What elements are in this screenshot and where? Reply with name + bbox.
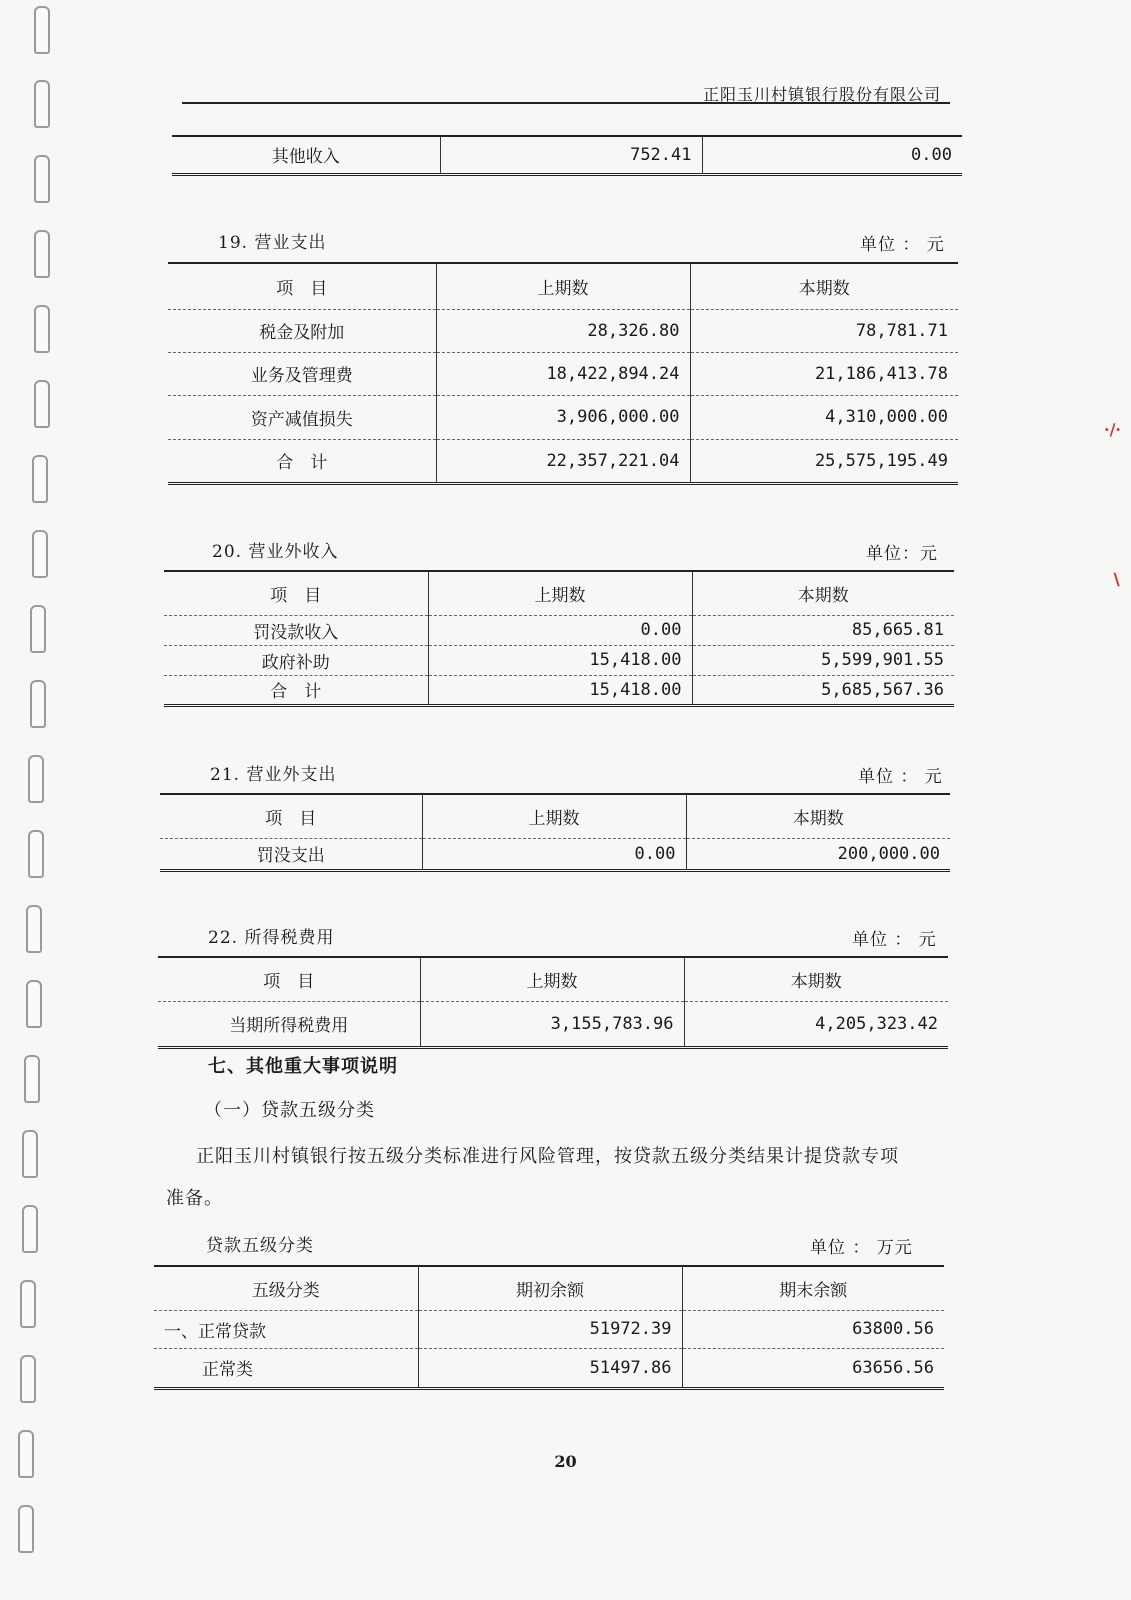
company-header: 正阳玉川村镇银行股份有限公司 <box>702 85 941 104</box>
binding-ring <box>32 530 48 578</box>
loan-table-title: 贷款五级分类 <box>206 1236 314 1256</box>
column-header-prev: 上期数 <box>436 263 690 309</box>
table-row <box>168 352 958 395</box>
column-header-item: 项 目 <box>164 571 428 615</box>
row-item: 资产减值损失 <box>168 395 436 439</box>
row-item: 税金及附加 <box>168 309 436 352</box>
row-curr: 4,205,323.42 <box>684 1001 948 1047</box>
section-7-subtitle: （一）贷款五级分类 <box>204 1100 375 1121</box>
binding-ring <box>22 1205 38 1253</box>
paragraph-line: 正阳玉川村镇银行按五级分类标准进行风险管理，按贷款五级分类结果计提贷款专项 <box>196 1146 899 1167</box>
binding-ring <box>34 305 50 353</box>
row-prev: 15,418.00 <box>428 675 692 705</box>
seal-stamp-fragment: ·∕· <box>1104 420 1121 439</box>
seal-stamp-fragment: ∖ <box>1110 570 1121 589</box>
non-operating-expense-table <box>160 793 950 872</box>
section-22-title: 22. 所得税费用 <box>208 928 335 948</box>
section-7-title: 七、其他重大事项说明 <box>208 1056 398 1077</box>
binding-ring <box>32 455 48 503</box>
table-header-row <box>164 571 954 615</box>
table-row <box>168 395 958 439</box>
loan-table-unit: 单位 ： 万元 <box>810 1238 913 1258</box>
row-prev: 3,155,783.96 <box>420 1001 684 1047</box>
row-item: 正常类 <box>154 1348 418 1388</box>
binding-ring <box>34 6 50 54</box>
row-item: 业务及管理费 <box>168 352 436 395</box>
header-rule <box>182 102 950 104</box>
row-curr: 25,575,195.49 <box>690 439 958 483</box>
page-number: 20 <box>554 1452 577 1471</box>
operating-expense-table <box>168 262 958 485</box>
row-prev: 51972.39 <box>418 1310 682 1348</box>
table-header-row <box>168 263 958 309</box>
loan-classification-table <box>154 1265 944 1390</box>
row-item: 一、正常贷款 <box>154 1310 418 1348</box>
binding-edge <box>0 0 50 1600</box>
table-row <box>154 1348 944 1388</box>
section-22-unit: 单位 ： 元 <box>852 930 937 950</box>
row-item: 合 计 <box>168 439 436 483</box>
income-tax-table <box>158 956 948 1049</box>
column-header-item: 五级分类 <box>154 1266 418 1310</box>
table-total-row <box>168 439 958 483</box>
binding-ring <box>18 1505 34 1553</box>
row-item: 合 计 <box>164 675 428 705</box>
row-item: 罚没款收入 <box>164 615 428 645</box>
row-item: 罚没支出 <box>160 838 422 870</box>
column-header-prev: 上期数 <box>428 571 692 615</box>
column-header-prev: 上期数 <box>422 794 686 838</box>
table-row <box>164 615 954 645</box>
column-header-curr: 本期数 <box>686 794 950 838</box>
table-header-row <box>158 957 948 1001</box>
column-header-prev: 期初余额 <box>418 1266 682 1310</box>
row-curr: 5,599,901.55 <box>692 645 954 675</box>
row-curr: 4,310,000.00 <box>690 395 958 439</box>
binding-ring <box>24 1055 40 1103</box>
row-prev: 18,422,894.24 <box>436 352 690 395</box>
binding-ring <box>30 605 46 653</box>
row-prev: 3,906,000.00 <box>436 395 690 439</box>
binding-ring <box>34 80 50 128</box>
row-item: 当期所得税费用 <box>158 1001 420 1047</box>
section-21-unit: 单位 ： 元 <box>858 767 943 787</box>
binding-ring <box>30 680 46 728</box>
paragraph-line: 准备。 <box>166 1188 223 1209</box>
binding-ring <box>22 1130 38 1178</box>
row-curr: 85,665.81 <box>692 615 954 645</box>
binding-ring <box>28 755 44 803</box>
row-prev: 752.41 <box>440 136 702 174</box>
column-header-curr: 本期数 <box>690 263 958 309</box>
table-total-row <box>164 675 954 705</box>
row-curr: 5,685,567.36 <box>692 675 954 705</box>
section-20-title: 20. 营业外收入 <box>212 542 339 562</box>
binding-ring <box>26 905 42 953</box>
column-header-prev: 上期数 <box>420 957 684 1001</box>
table-row <box>172 136 962 174</box>
table-row <box>168 309 958 352</box>
row-prev: 0.00 <box>428 615 692 645</box>
row-curr: 21,186,413.78 <box>690 352 958 395</box>
column-header-curr: 本期数 <box>684 957 948 1001</box>
row-prev: 28,326.80 <box>436 309 690 352</box>
section-21-title: 21. 营业外支出 <box>210 765 337 785</box>
row-prev: 51497.86 <box>418 1348 682 1388</box>
table-row <box>164 645 954 675</box>
column-header-curr: 期末余额 <box>682 1266 944 1310</box>
row-curr: 78,781.71 <box>690 309 958 352</box>
binding-ring <box>26 980 42 1028</box>
table-header-row <box>160 794 950 838</box>
row-prev: 22,357,221.04 <box>436 439 690 483</box>
row-prev: 0.00 <box>422 838 686 870</box>
binding-ring <box>28 830 44 878</box>
section-19-unit: 单位 ： 元 <box>860 235 945 255</box>
binding-ring <box>34 155 50 203</box>
column-header-item: 项 目 <box>168 263 436 309</box>
binding-ring <box>20 1280 36 1328</box>
row-curr: 63656.56 <box>682 1348 944 1388</box>
section-19-title: 19. 营业支出 <box>218 233 327 253</box>
non-operating-income-table <box>164 570 954 707</box>
column-header-item: 项 目 <box>158 957 420 1001</box>
row-curr: 63800.56 <box>682 1310 944 1348</box>
table-row <box>154 1310 944 1348</box>
section-20-unit: 单位：元 <box>866 544 938 564</box>
row-item: 政府补助 <box>164 645 428 675</box>
binding-ring <box>20 1355 36 1403</box>
row-prev: 15,418.00 <box>428 645 692 675</box>
row-curr: 200,000.00 <box>686 838 950 870</box>
row-curr: 0.00 <box>702 136 962 174</box>
table-header-row <box>154 1266 944 1310</box>
binding-ring <box>34 380 50 428</box>
row-item: 其他收入 <box>172 136 440 174</box>
table-row <box>158 1001 948 1047</box>
other-income-table <box>172 135 962 176</box>
column-header-item: 项 目 <box>160 794 422 838</box>
column-header-curr: 本期数 <box>692 571 954 615</box>
binding-ring <box>34 230 50 278</box>
table-row <box>160 838 950 870</box>
